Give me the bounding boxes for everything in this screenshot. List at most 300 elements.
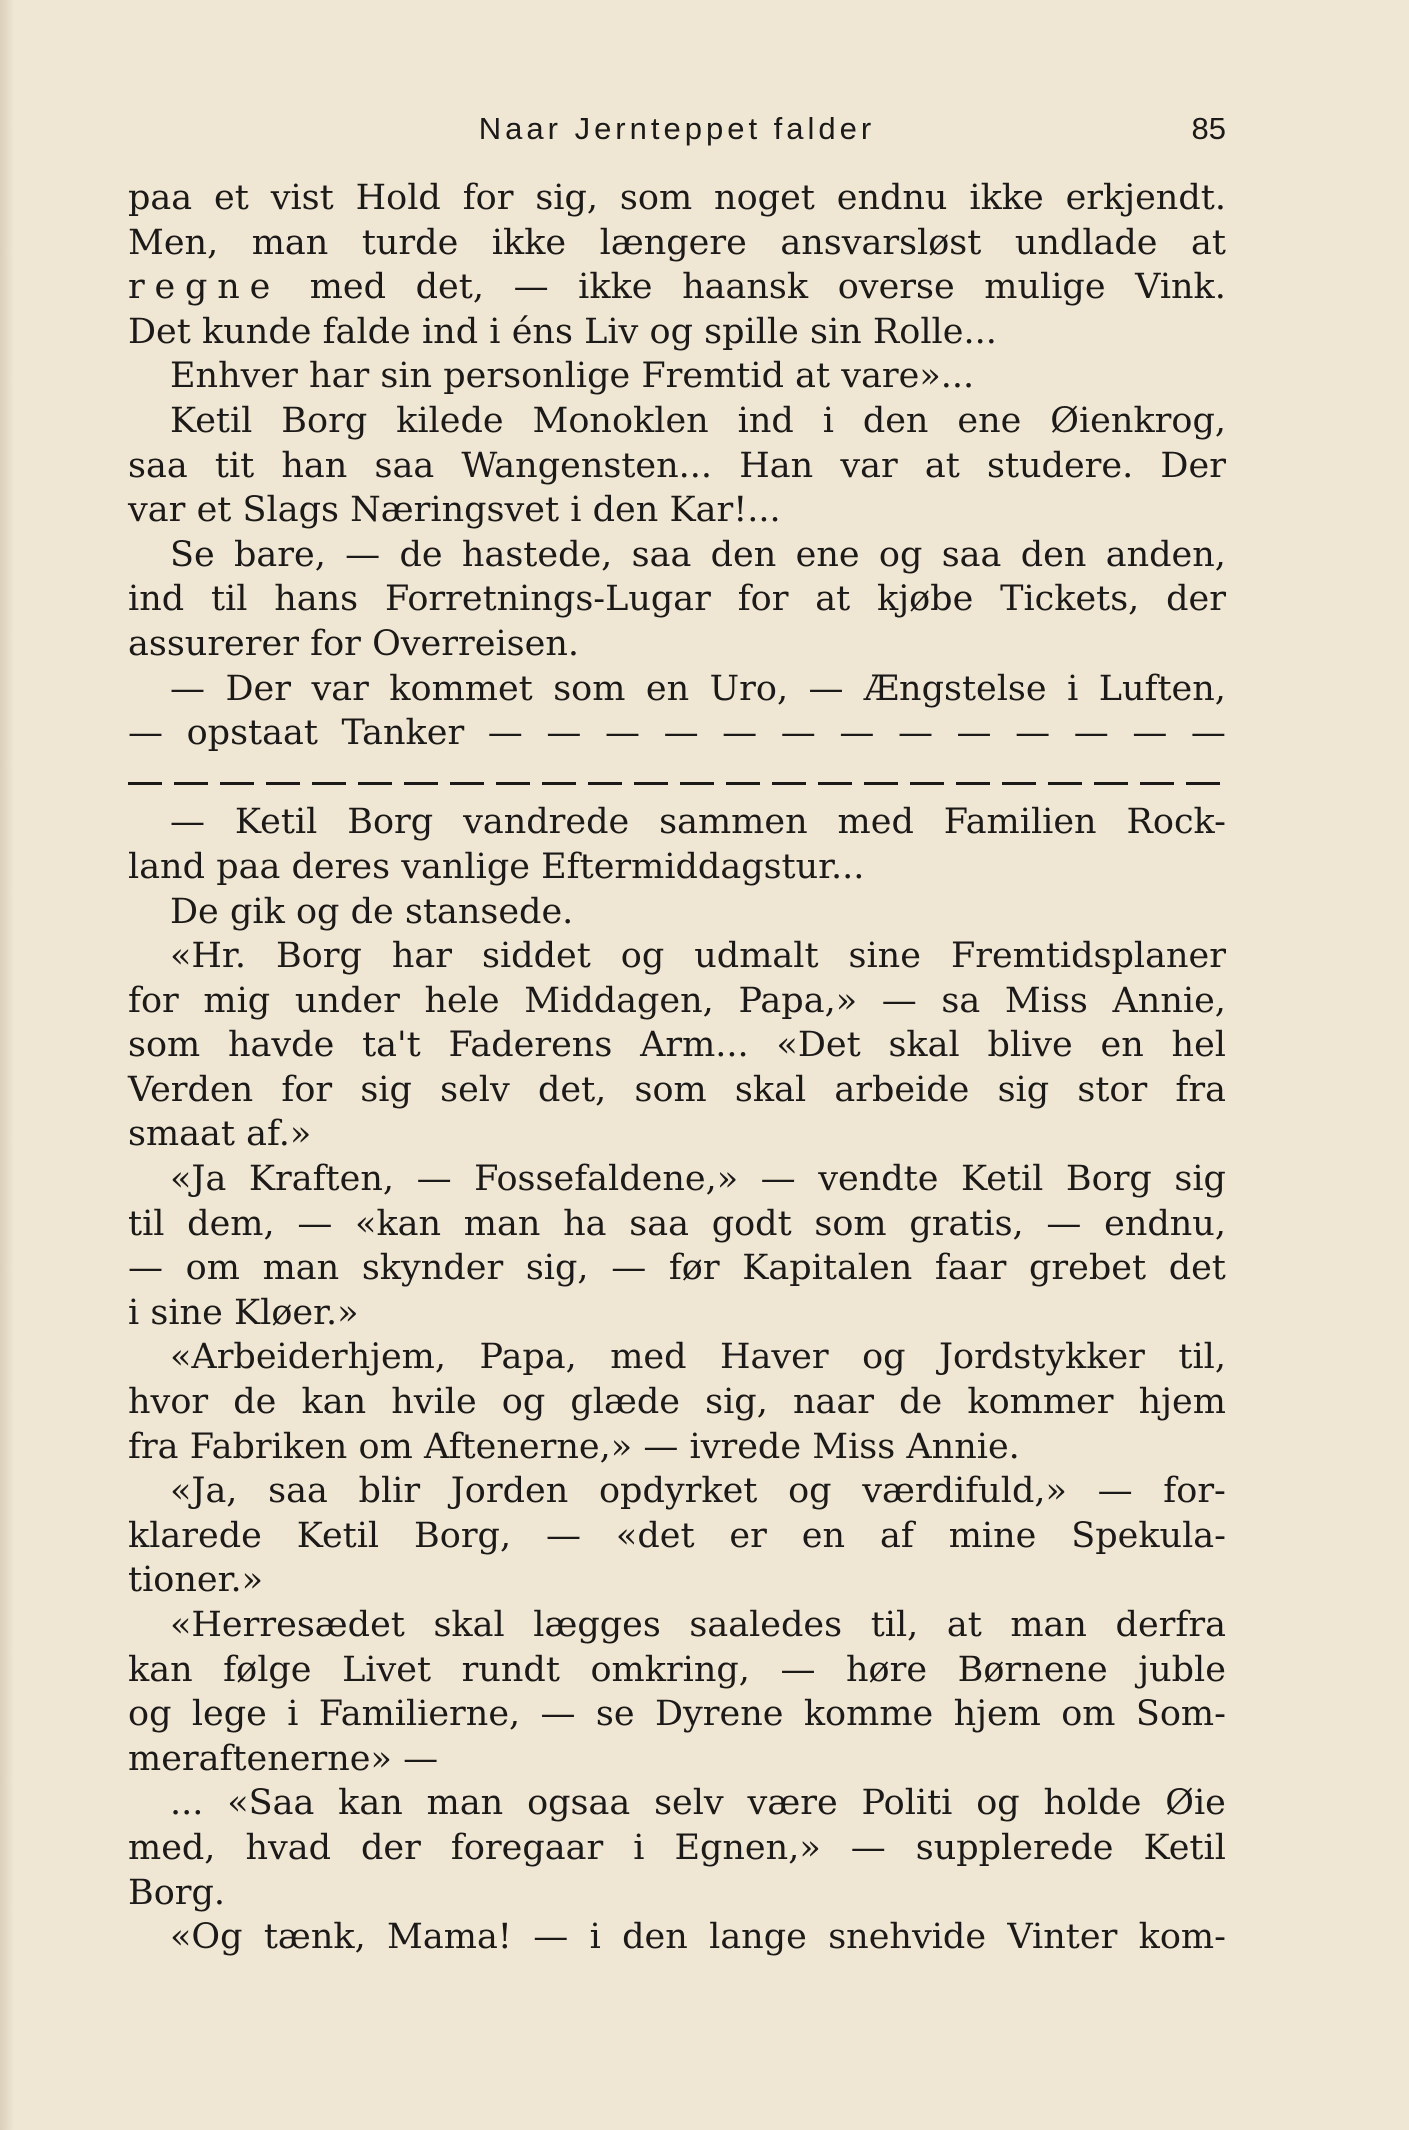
- word: Kapitalen: [742, 1248, 913, 1289]
- word: Familierne,: [318, 1694, 521, 1735]
- word: for: [310, 623, 361, 664]
- word: ikke: [491, 222, 567, 263]
- word: Familien: [943, 802, 1097, 843]
- word: —: [1190, 713, 1226, 754]
- word: stansede.: [404, 891, 574, 932]
- word: de: [399, 534, 443, 575]
- word: dem,: [187, 1203, 275, 1244]
- word: kilede: [396, 400, 504, 441]
- word: som: [814, 1203, 887, 1244]
- word: man: [251, 222, 329, 263]
- word: Næringsvet: [350, 490, 560, 531]
- text-line: [128, 667, 1226, 712]
- word: med: [837, 802, 914, 843]
- word: Jorden: [450, 1471, 569, 1512]
- text-line: [128, 979, 1226, 1024]
- word: en: [645, 668, 690, 709]
- text-line: [128, 399, 1226, 444]
- word: Ketil: [296, 1515, 380, 1556]
- word: sig: [997, 1069, 1050, 1110]
- word: hele: [424, 980, 500, 1021]
- word: sig: [360, 1069, 412, 1110]
- word: skal: [734, 1069, 807, 1110]
- word: Øienkrog,: [1050, 400, 1226, 441]
- word: saaledes: [689, 1605, 843, 1645]
- word: —: [839, 713, 875, 754]
- word: Jordstykker: [939, 1337, 1145, 1378]
- word: hastede,: [461, 534, 613, 575]
- word: Papa,»: [738, 980, 858, 1021]
- word: —: [345, 534, 381, 575]
- text-line: [128, 622, 1226, 667]
- text-line: [128, 1781, 1226, 1826]
- text-line: [128, 176, 1226, 221]
- word: fra: [128, 1426, 179, 1467]
- word: Der: [1160, 445, 1226, 486]
- word: Livet: [342, 1649, 432, 1690]
- text-line: [128, 1202, 1226, 1247]
- word: —: [513, 267, 549, 308]
- word: Fossefaldene,»: [474, 1159, 739, 1200]
- word: om: [1061, 1694, 1116, 1735]
- word: som: [128, 1025, 201, 1066]
- text-line: [128, 890, 1226, 935]
- word: Faderens: [448, 1025, 613, 1066]
- word: spille: [704, 311, 799, 352]
- word: skal: [433, 1605, 505, 1645]
- word: Dyrene: [654, 1694, 784, 1735]
- word: Se: [170, 534, 215, 575]
- word: ind: [737, 400, 794, 441]
- text-line: [128, 1246, 1226, 1291]
- text-line: [128, 265, 1226, 310]
- word: Uro,: [709, 668, 789, 709]
- word: vandrede: [463, 802, 630, 843]
- word: lege: [191, 1694, 267, 1735]
- word: værdifuld,»: [862, 1471, 1067, 1512]
- word: hjem: [1138, 1382, 1226, 1423]
- word: udmalt: [694, 936, 819, 977]
- word: —: [403, 1738, 439, 1779]
- text-line: [128, 310, 1226, 355]
- word: sa: [941, 980, 981, 1021]
- word: vare»...: [841, 356, 975, 397]
- word: og: [295, 891, 340, 932]
- text-line: [128, 1648, 1226, 1693]
- word: «Herresædet: [170, 1605, 405, 1645]
- word: —: [487, 713, 523, 754]
- word: —: [546, 713, 582, 754]
- word: for: [462, 178, 514, 218]
- text-line: [128, 354, 1226, 399]
- word: i: [1067, 668, 1079, 709]
- word: hvor: [128, 1382, 209, 1423]
- word: ikke: [578, 267, 653, 308]
- word: studere.: [986, 445, 1134, 486]
- word: til: [210, 579, 248, 620]
- word: overse: [837, 267, 955, 308]
- text-line: [128, 577, 1226, 622]
- word: det,: [537, 1069, 607, 1110]
- word: sine: [848, 936, 921, 977]
- text-line: [128, 800, 1226, 845]
- word: se: [595, 1694, 635, 1735]
- text-line: [128, 711, 1226, 756]
- word: juble: [1138, 1649, 1226, 1690]
- word: i: [287, 1694, 299, 1735]
- word: blive: [987, 1025, 1073, 1066]
- word: «Ja: [170, 1159, 227, 1200]
- word: grebet: [1029, 1248, 1147, 1289]
- word: paa: [216, 846, 281, 887]
- word: for: [737, 579, 789, 620]
- word: godt: [711, 1203, 792, 1244]
- word: og: [788, 1471, 832, 1512]
- word: snehvide: [828, 1917, 987, 1958]
- text-line: [128, 845, 1226, 890]
- word: Ængstelse: [864, 668, 1047, 709]
- word: land: [128, 846, 206, 887]
- word: naar: [792, 1382, 874, 1423]
- word: —: [1046, 1203, 1082, 1244]
- text-line: [128, 1692, 1226, 1737]
- word: Annie.: [906, 1426, 1020, 1467]
- word: sine: [150, 1292, 223, 1333]
- word: Middagen,: [524, 980, 714, 1021]
- word: Monoklen: [532, 400, 709, 441]
- word: turde: [361, 222, 459, 263]
- word: Rolle...: [872, 311, 997, 352]
- word: —: [1097, 1471, 1133, 1512]
- word: selv: [654, 1783, 724, 1824]
- body-text: [128, 176, 1226, 1960]
- word: mine: [948, 1515, 1037, 1556]
- word: —: [780, 1649, 816, 1690]
- word: sig,: [535, 178, 599, 218]
- word: «det: [615, 1515, 695, 1556]
- word: deres: [291, 846, 391, 887]
- word: —: [297, 1203, 333, 1244]
- word: saa: [631, 534, 692, 575]
- word: var: [311, 668, 369, 709]
- word: til: [128, 1203, 165, 1244]
- text-line: [128, 1023, 1226, 1068]
- word: en: [801, 1515, 846, 1556]
- word: der: [361, 1827, 421, 1868]
- word: —: [533, 1917, 569, 1958]
- word: Eftermiddagstur...: [541, 846, 865, 887]
- word: ...: [170, 1783, 204, 1824]
- word: Miss: [812, 1426, 896, 1467]
- word: sig: [1174, 1159, 1226, 1200]
- text-line: [128, 1068, 1226, 1113]
- word: før: [668, 1248, 720, 1289]
- word: sammen: [659, 802, 808, 843]
- word: sig,: [525, 1248, 589, 1289]
- text-line: [128, 1112, 1226, 1157]
- word: med: [309, 267, 387, 308]
- word: under: [294, 980, 400, 1021]
- word: ikke: [969, 178, 1044, 218]
- text-line: [128, 221, 1226, 266]
- word: mulige: [984, 267, 1106, 308]
- running-head: [128, 104, 1226, 154]
- word: éns: [511, 311, 573, 352]
- word: «Det: [776, 1025, 861, 1066]
- word: lange: [709, 1917, 807, 1958]
- text-line: [128, 488, 1226, 533]
- word: den: [1020, 534, 1087, 575]
- text-line: [128, 1335, 1226, 1380]
- word: følge: [223, 1649, 312, 1690]
- word: Men,: [128, 222, 219, 263]
- word: ene: [957, 400, 1022, 441]
- word: bare,: [234, 534, 326, 575]
- word: Hold: [355, 178, 441, 218]
- section-dash-rule: [128, 756, 1226, 801]
- word: Tickets,: [1000, 579, 1140, 620]
- word: Politi: [861, 1783, 953, 1824]
- word: Forretnings-Lugar: [384, 579, 711, 620]
- word: blir: [358, 1471, 421, 1512]
- word: Borg.: [128, 1872, 226, 1913]
- word: rundt: [461, 1649, 560, 1690]
- word: stor: [1077, 1069, 1148, 1110]
- word: sig,: [705, 1382, 768, 1423]
- word: Fabriken: [189, 1426, 348, 1467]
- word: ogsaa: [527, 1783, 631, 1824]
- word: kommet: [389, 668, 533, 709]
- word: Kraften,: [248, 1159, 395, 1200]
- word: det,: [415, 267, 484, 308]
- word: —: [170, 668, 205, 709]
- word: saa: [374, 445, 435, 486]
- word: et: [214, 178, 249, 218]
- word: fra: [1175, 1069, 1226, 1110]
- text-line: [128, 1469, 1226, 1514]
- word: —: [643, 1426, 679, 1467]
- word: klarede: [128, 1515, 262, 1556]
- word: er: [729, 1515, 767, 1556]
- word: de: [899, 1382, 943, 1423]
- word: den: [710, 534, 777, 575]
- word: saa: [268, 1471, 328, 1512]
- word: har: [391, 936, 453, 977]
- word: faar: [934, 1248, 1007, 1289]
- word: «Hr.: [170, 936, 246, 977]
- word: tioner.»: [128, 1560, 264, 1601]
- word: «Arbeiderhjem,: [170, 1337, 447, 1378]
- text-line: [128, 1514, 1226, 1559]
- word: den: [622, 1917, 688, 1958]
- word: arbeide: [834, 1069, 970, 1110]
- word: glæde: [570, 1382, 681, 1423]
- word: Borg: [1065, 1159, 1152, 1200]
- word: —: [128, 713, 163, 754]
- word: assurerer: [128, 623, 299, 664]
- word: i: [570, 490, 582, 531]
- word: man: [463, 1203, 541, 1244]
- word: haansk: [682, 267, 809, 308]
- word: om: [358, 1426, 413, 1467]
- word: for: [281, 1069, 333, 1110]
- word: Rock-: [1126, 802, 1226, 843]
- word: Overreisen.: [372, 623, 579, 664]
- word: Vinter: [1007, 1917, 1118, 1958]
- word: en: [1100, 1025, 1144, 1066]
- word: hans: [274, 579, 359, 620]
- word: sin: [810, 311, 862, 352]
- word: og: [501, 1382, 546, 1423]
- word: Ketil: [170, 400, 253, 441]
- word: mig: [203, 980, 271, 1021]
- page-edge: [0, 0, 14, 2130]
- word: holde: [1043, 1783, 1142, 1824]
- word: sin: [380, 356, 433, 397]
- word: Borg,: [414, 1515, 512, 1556]
- word: Haver: [719, 1337, 829, 1378]
- text-line: [128, 1603, 1226, 1648]
- word: tit: [214, 445, 255, 486]
- word: det: [1168, 1248, 1226, 1289]
- word: Papa,: [479, 1337, 577, 1378]
- word: «Ja,: [170, 1471, 238, 1512]
- word: anden,: [1105, 534, 1226, 575]
- word: kan: [338, 1783, 403, 1824]
- word: Han: [739, 445, 814, 486]
- word: Egnen,»: [674, 1827, 821, 1868]
- word: meraftenerne»: [128, 1738, 392, 1779]
- word: siddet: [482, 936, 591, 977]
- word: —: [416, 1159, 452, 1200]
- word: Verden: [128, 1069, 254, 1110]
- word: at: [795, 356, 831, 397]
- word: —: [540, 1694, 576, 1735]
- text-line: [128, 1558, 1226, 1603]
- text-line: [128, 1871, 1226, 1916]
- word: være: [747, 1783, 838, 1824]
- word: —: [956, 713, 992, 754]
- word: med: [610, 1337, 687, 1378]
- word: som: [619, 178, 693, 218]
- word: vanlige: [401, 846, 530, 887]
- word: opstaat: [186, 713, 318, 754]
- word: i: [822, 400, 834, 441]
- word: —: [760, 1159, 796, 1200]
- word: man: [1010, 1605, 1087, 1645]
- word: Ketil: [1143, 1827, 1226, 1868]
- word: de: [233, 1382, 277, 1423]
- word: at: [924, 445, 960, 486]
- word: —: [1015, 713, 1051, 754]
- word: kunde: [202, 311, 312, 352]
- word: og: [620, 936, 665, 977]
- word: som: [553, 668, 626, 709]
- word: —: [1132, 713, 1168, 754]
- word: man: [262, 1248, 340, 1289]
- word: Annie,: [1112, 980, 1226, 1021]
- word: hjem: [953, 1694, 1041, 1735]
- word: Enhver: [170, 356, 298, 397]
- word: falde: [322, 311, 411, 352]
- word: hel: [1171, 1025, 1226, 1066]
- word: erkjendt.: [1065, 178, 1226, 218]
- word: «Og: [170, 1917, 243, 1958]
- word: og: [976, 1783, 1020, 1824]
- word: selv: [440, 1069, 510, 1110]
- word: Wangensten...: [461, 445, 713, 486]
- running-title: Naar Jernteppet falder: [478, 111, 876, 146]
- word: «kan: [355, 1203, 442, 1244]
- word: Miss: [1004, 980, 1088, 1021]
- word: ivrede: [689, 1426, 802, 1467]
- word: der: [1166, 579, 1226, 620]
- word: —: [722, 713, 758, 754]
- word: —: [611, 1248, 647, 1289]
- word: som: [634, 1069, 707, 1110]
- word: saa: [128, 445, 188, 486]
- word: Liv: [584, 311, 639, 352]
- text-line: [128, 1157, 1226, 1202]
- word: kom-: [1138, 1917, 1226, 1958]
- word: skynder: [361, 1248, 504, 1289]
- word: for: [128, 980, 179, 1021]
- word: kommer: [967, 1382, 1114, 1423]
- word: et: [196, 490, 232, 531]
- word: opdyrket: [598, 1471, 758, 1512]
- word: personlige: [443, 356, 631, 397]
- word: omkring,: [590, 1649, 750, 1690]
- word: har: [309, 356, 370, 397]
- word: supplerede: [915, 1827, 1114, 1868]
- word: —: [170, 802, 205, 843]
- word: regne: [128, 267, 281, 308]
- word: Kløer.»: [234, 1292, 359, 1333]
- word: Mama!: [387, 1917, 512, 1958]
- word: Som-: [1135, 1694, 1226, 1735]
- word: vendte: [818, 1159, 939, 1200]
- word: Vink.: [1135, 267, 1226, 308]
- word: den: [862, 400, 929, 441]
- page-number: 85: [1191, 111, 1226, 146]
- word: saa: [941, 534, 1002, 575]
- word: —: [1073, 713, 1109, 754]
- word: ind: [128, 579, 185, 620]
- word: i: [589, 1917, 601, 1958]
- word: komme: [803, 1694, 934, 1735]
- word: —: [897, 713, 933, 754]
- word: han: [281, 445, 348, 486]
- word: af.»: [246, 1114, 312, 1155]
- word: Fremtid: [641, 356, 784, 397]
- word: Fremtidsplaner: [950, 936, 1226, 977]
- word: tænk,: [263, 1917, 366, 1958]
- word: ind: [421, 311, 479, 352]
- text-line: [128, 533, 1226, 578]
- word: smaat: [128, 1114, 235, 1155]
- word: Borg: [275, 936, 362, 977]
- word: ha: [563, 1203, 607, 1244]
- word: længere: [599, 222, 747, 263]
- word: og: [128, 1694, 172, 1735]
- word: var: [128, 490, 186, 531]
- word: undlade: [1014, 222, 1158, 263]
- word: man: [426, 1783, 504, 1824]
- word: kan: [128, 1649, 193, 1690]
- word: Aftenerne,»: [423, 1426, 633, 1467]
- word: paa: [128, 178, 193, 218]
- word: lægges: [533, 1605, 661, 1645]
